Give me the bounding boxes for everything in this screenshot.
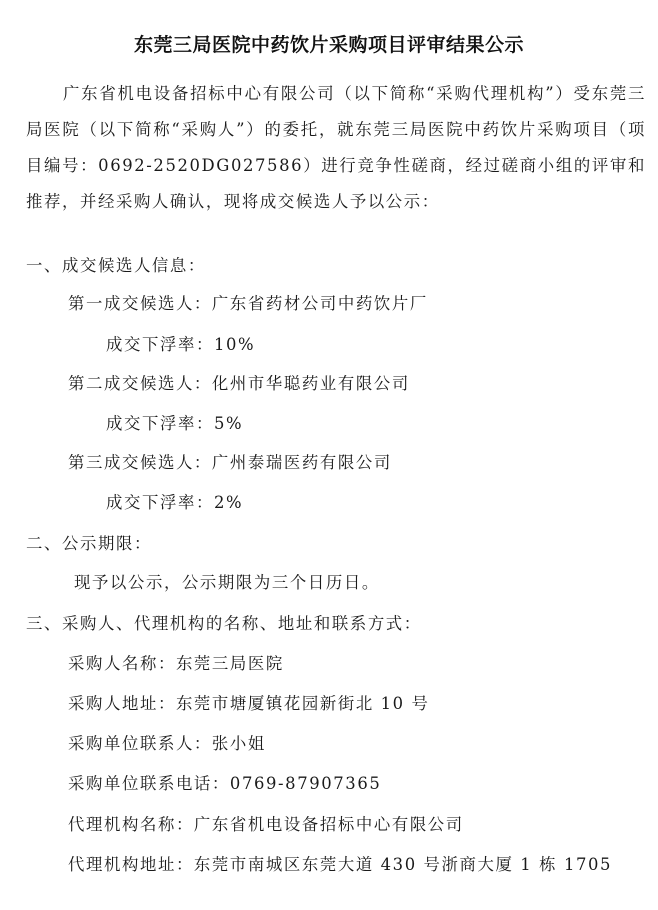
document-title: 东莞三局医院中药饮片采购项目评审结果公示: [133, 34, 524, 56]
candidate-1-name: 第一成交候选人：广东省药材公司中药饮片厂: [68, 294, 428, 313]
purchaser-contact: 采购单位联系人：张小姐: [68, 734, 266, 753]
purchaser-address: 采购人地址：东莞市塘厦镇花园新街北 10 号: [68, 694, 430, 713]
candidate-3-rate: 成交下浮率：2%: [106, 493, 244, 512]
purchaser-name: 采购人名称：东莞三局医院: [68, 654, 284, 673]
section1-heading: 一、成交候选人信息：: [26, 256, 206, 275]
section3-heading: 三、采购人、代理机构的名称、地址和联系方式：: [26, 614, 422, 633]
agency-name: 代理机构名称：广东省机电设备招标中心有限公司: [68, 815, 464, 834]
candidate-1-rate: 成交下浮率：10%: [106, 335, 256, 354]
purchaser-phone: 采购单位联系电话：0769-87907365: [68, 774, 382, 793]
candidate-2-name: 第二成交候选人：化州市华聪药业有限公司: [68, 374, 410, 393]
section2-text: 现予以公示，公示期限为三个日历日。: [74, 573, 380, 592]
agency-address: 代理机构地址：东莞市南城区东莞大道 430 号浙商大厦 1 栋 1705: [68, 855, 613, 874]
candidate-2-rate: 成交下浮率：5%: [106, 414, 244, 433]
section2-heading: 二、公示期限：: [26, 534, 152, 553]
intro-paragraph: 广东省机电设备招标中心有限公司（以下简称“采购代理机构”）受东莞三局医院（以下简称“采购人”）的委托，就东莞三局医院中药饮片采购项目（项目编号：0692-2520DG027586）进行竞争性磋商，经过磋商小组的评审和推荐，并经采购人确认，现将成交候选人予以公示：: [26, 84, 646, 211]
candidate-3-name: 第三成交候选人：广州泰瑞医药有限公司: [68, 453, 392, 472]
